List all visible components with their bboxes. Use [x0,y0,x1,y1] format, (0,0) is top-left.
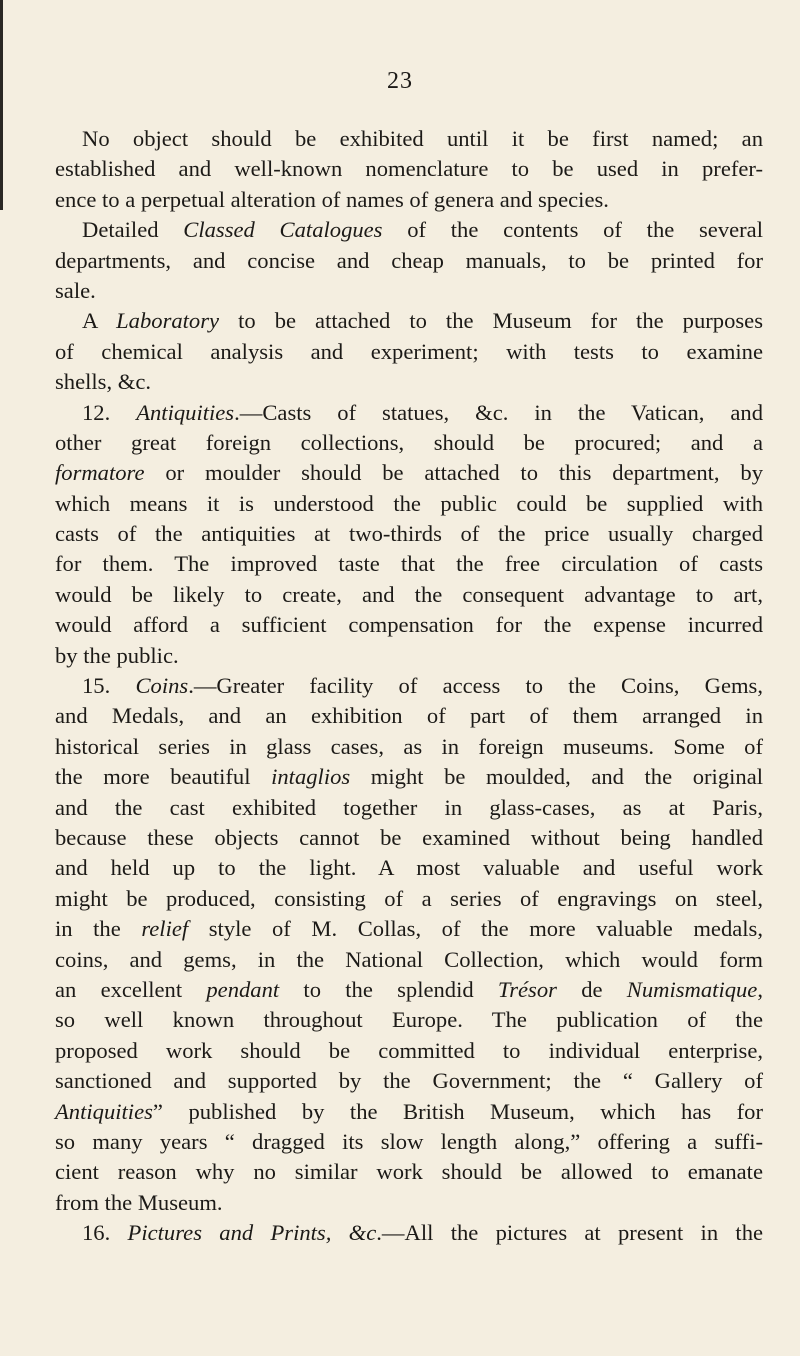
text-line: coins, and gems, in the National Collection, which would form [55,946,763,972]
text-line: No object should be exhibited until it be first named; an [82,126,763,151]
text-line: 15. Coins.—Greater facility of access to the Coins, Gems, [82,673,764,699]
text-line: of chemical analysis and experiment; with tests to examine [55,338,763,364]
text-line: Detailed Classed Catalogues of the contents of the several [82,217,763,243]
text-line: other great foreign collections, should be procured; and a [55,429,763,455]
text-line: because these objects cannot be examined without being handled [55,824,763,850]
text-line: so many years “ dragged its slow length along,” offering a suffi- [55,1128,763,1154]
page-edge-shadow [0,0,3,210]
text-line: established and well-known nomenclature to be used in prefer- [55,156,763,182]
text-line: might be produced, consisting of a series of engravings on steel, [55,885,763,911]
text-line: for them. The improved taste that the free circulation of casts [55,551,763,577]
text-line: proposed work should be committed to individual enterprise, [55,1037,763,1063]
text-line: an excellent pendant to the splendid Trésor de Numismatique, [55,976,763,1002]
page-number: 23 [387,68,413,94]
text-line: the more beautiful intaglios might be moulded, and the original [55,764,764,790]
text-line: 16. Pictures and Prints, &c.—All the pictures at present in the [82,1220,764,1246]
text-line: shells, &c. [55,369,152,395]
text-line: so well known throughout Europe. The publication of the [55,1007,763,1033]
text-line: by the public. [55,642,179,668]
text-line: would afford a sufficient compensation for the expense incurred [55,612,763,638]
text-line: formatore or moulder should be attached to this department, by [55,460,763,486]
text-line: and Medals, and an exhibition of part of them arranged in [55,703,763,729]
text-line: Antiquities” published by the British Museum, which has for [55,1098,763,1124]
text-line: sanctioned and supported by the Government; the “ Gallery of [55,1068,763,1094]
text-line: and the cast exhibited together in glass-cases, as at Paris, [55,794,763,820]
text-line: would be likely to create, and the consequent advantage to art, [55,581,763,607]
text-line: casts of the antiquities at two-thirds of the price usually charged [55,521,763,547]
text-line: sale. [55,277,96,303]
text-line: 12. Antiquities.—Casts of statues, &c. in the Vatican, and [82,399,763,425]
text-line: in the relief style of M. Collas, of the more valuable medals, [55,916,763,942]
text-line: ence to a perpetual alteration of names of genera and species. [55,186,609,212]
text-line: A Laboratory to be attached to the Museum for the purposes [82,308,764,334]
text-line: departments, and concise and cheap manuals, to be printed for [55,247,763,273]
text-line: which means it is understood the public could be supplied with [55,490,763,516]
text-line: and held up to the light. A most valuable and useful work [55,855,763,881]
text-line: historical series in glass cases, as in foreign museums. Some of [55,733,763,759]
body-text [55,124,763,1248]
text-line: from the Museum. [55,1189,223,1215]
text-line: cient reason why no similar work should be allowed to emanate [55,1159,763,1185]
